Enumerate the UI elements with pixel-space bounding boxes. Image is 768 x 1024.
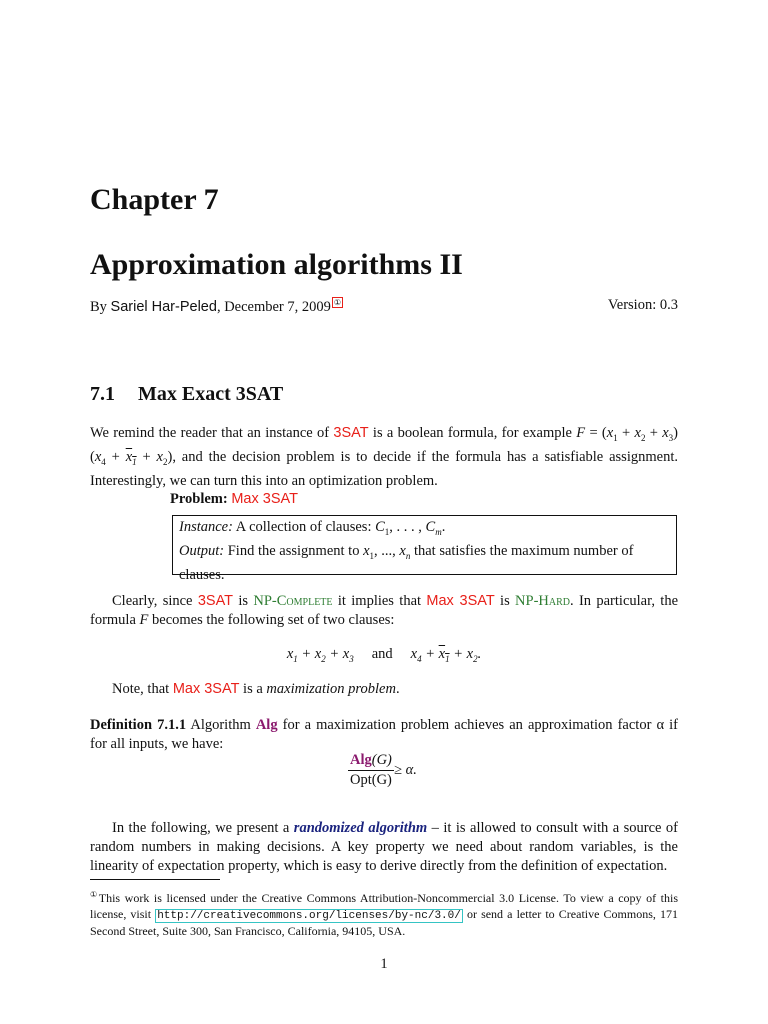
fraction-numerator: [348, 752, 394, 771]
output-text-a: Find the assignment to: [224, 542, 364, 559]
byline-date: , December 7, 2009: [216, 298, 331, 315]
note-text-1: Note, that: [112, 681, 173, 697]
problem-label-text: Problem:: [170, 491, 228, 507]
byline-by: By: [90, 298, 107, 315]
footnote-text-2: or send a letter to Creative Commons, 171 Second Street, Suite 300, San Francisco, California, 94105, USA.: [90, 906, 678, 938]
link-np-hard[interactable]: NP-Hard: [515, 593, 570, 609]
intro-text-3: , and the decision problem is to decide if the formula has a satisfiable assignment. Interestingly, we can turn this into an optimization problem.: [90, 448, 678, 489]
definition-text-1: Algorithm: [186, 717, 256, 733]
problem-box: [172, 515, 677, 583]
intro-text-1: We remind the reader that an instance of: [90, 425, 334, 441]
fraction-alg[interactable]: Alg: [350, 752, 372, 768]
fraction-arg: (G): [371, 752, 392, 768]
output-text-b: that satisfies the maximum number of clauses.: [179, 542, 634, 583]
following-text-2: – it is allowed to consult with a source of random numbers in making decisions. A key property we need about random variables, is the linearity of expectation property, which is easy to derive directly from the definition of expectation.: [90, 820, 678, 874]
clauses-and: and: [371, 646, 393, 662]
note-paragraph: [90, 680, 678, 699]
link-3sat-2[interactable]: 3SAT: [197, 593, 234, 609]
definition-text-2: for a maximization problem achieves an approximation factor α if for all inputs, we have:: [90, 717, 678, 752]
author-name: Sariel Har-Peled: [110, 298, 217, 315]
link-max-3sat-2[interactable]: Max 3SAT: [172, 681, 240, 697]
clearly-text-6: becomes the following set of two clauses:: [148, 612, 395, 628]
randomized-algorithm-link[interactable]: randomized algorithm: [293, 820, 428, 836]
clearly-text-4: is: [494, 593, 516, 609]
footnote-rule: [90, 879, 220, 880]
section-heading: [90, 383, 283, 406]
footnote-link[interactable]: ①: [333, 298, 342, 307]
problem-instance: Instance: A collection of clauses: $C_1$, . . . , $C_m$.: [179, 519, 446, 537]
problem-name[interactable]: Max 3SAT: [231, 491, 298, 507]
note-text-3: .: [395, 681, 400, 697]
clearly-paragraph: Clearly, since 3SAT is NP-Complete it implies that Max 3SAT is NP-Hard. In particular, the formula F becomes the following set of two clauses:: [90, 593, 679, 628]
chapter-title: Approximation algorithms II: [90, 248, 463, 281]
output-label: Output:: [179, 542, 225, 559]
footnote: [90, 887, 678, 940]
problem-label: [170, 491, 298, 508]
byline: [90, 297, 678, 316]
problem-output: Output: Find the assignment to $x_1$, ..., $x_n$ that satisfies the maximum number of clauses.: [179, 542, 634, 583]
link-3sat[interactable]: 3SAT: [333, 425, 369, 441]
fraction-denominator: Opt(G): [350, 772, 392, 788]
approximation-fraction: [348, 752, 394, 789]
fraction-rhs: ≥ α.: [394, 762, 417, 778]
footnote-mark: ①: [90, 890, 99, 899]
definition-label: Definition 7.1.1: [90, 717, 187, 733]
version-label: Version: 0.3: [607, 297, 678, 313]
note-maximization: maximization problem: [266, 681, 396, 697]
definition-paragraph: [90, 716, 678, 754]
instance-text: A collection of clauses:: [232, 519, 376, 535]
clearly-text-2: is: [233, 593, 254, 609]
note-text-2: is a: [239, 681, 267, 697]
license-url-link[interactable]: http://creativecommons.org/licenses/by-nc/3.0/: [157, 909, 461, 922]
clearly-text-1: Clearly, since: [112, 593, 198, 609]
clearly-text-5: . In particular, the formula: [90, 593, 679, 628]
link-np-complete[interactable]: NP-Complete: [253, 593, 333, 609]
footnote-text-1: This work is licensed under the Creative Commons Attribution-Noncommercial 3.0 License. To view a copy of this license, visit: [90, 891, 679, 921]
intro-text-2: is a boolean formula, for example: [368, 425, 577, 441]
section-title: Max Exact 3SAT: [138, 383, 284, 405]
clauses-equation: $x_1 + x_2 + x_3$ and $x_4 + x_1 + x_2$.: [286, 646, 482, 664]
document-page: [90, 0, 678, 1024]
following-text-1: In the following, we present a: [112, 820, 294, 836]
intro-paragraph: We remind the reader that an instance of 3SAT is a boolean formula, for example $F = (x_1 + x_2 + x_3)(x_4 + x_1 + x_2)$, and the decision problem is to decide if the formula has a satisfiable assignment. Interestingly, we can turn this into an optimization problem.: [90, 425, 679, 489]
chapter-heading: Chapter 7: [90, 183, 219, 216]
following-paragraph: [90, 819, 678, 876]
link-max-3sat[interactable]: Max 3SAT: [426, 593, 495, 609]
alg-link[interactable]: Alg: [255, 717, 278, 733]
page-number: 1: [380, 956, 388, 972]
section-number: 7.1: [90, 383, 115, 405]
clearly-text-3: it implies that: [332, 593, 427, 609]
instance-label: Instance:: [179, 519, 233, 535]
